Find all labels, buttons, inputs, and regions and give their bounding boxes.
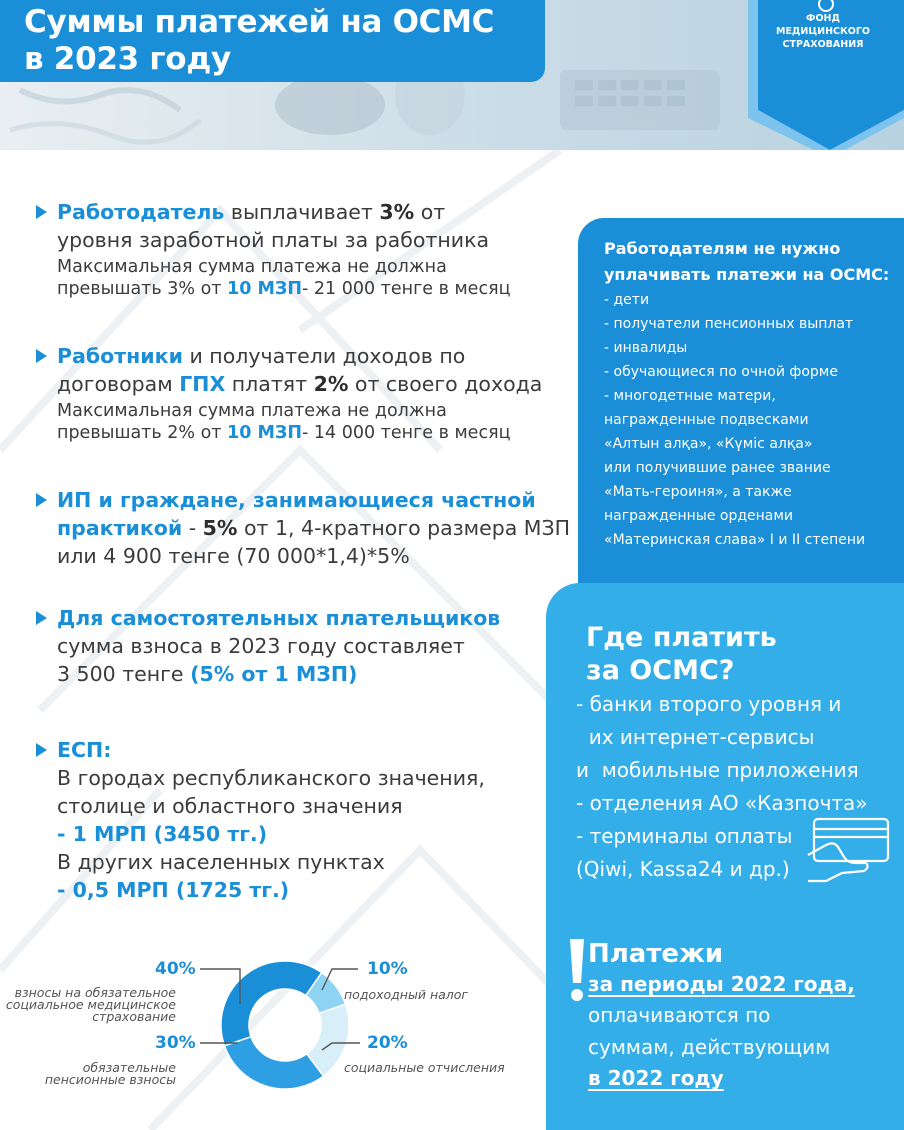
distribution-donut-chart (218, 958, 352, 1092)
esp-line2: столице и областного значения (57, 794, 403, 818)
title-box (0, 0, 545, 82)
fund-logo-line2: МЕДИЦИНСКОГО (775, 26, 870, 37)
where-item: (Qiwi, Kassa24 и др.) (576, 857, 790, 881)
exemptions-heading1: Работодателям не нужно (604, 239, 841, 258)
chart-value-label-30: 30% (155, 1033, 196, 1053)
where-to-pay-box (546, 583, 904, 1130)
exemption-item: или получившие ранее звание (604, 460, 831, 476)
where-item: и мобильные приложения (576, 758, 859, 782)
esp-title: ЕСП: (57, 738, 112, 762)
fund-logo-line1: ФОНД (806, 13, 840, 24)
employees-title: Работники (57, 344, 183, 368)
where-heading-line1: Где платить (586, 622, 777, 653)
exemptions-box (578, 218, 904, 586)
employer-title: Работодатель (57, 200, 225, 224)
chart-label-osms (6, 987, 176, 1023)
chart-label-pension-line2: пенсионные взносы (44, 1072, 176, 1087)
payment-card-hand-icon (804, 815, 894, 887)
chart-label-osms-line3: страхование (92, 1009, 176, 1024)
payments-note-line4: суммам, действующим (588, 1035, 831, 1059)
esp-value2: - 0,5 МРП (1725 тг.) (57, 878, 290, 902)
fund-logo-line3: СТРАХОВАНИЯ (782, 39, 864, 50)
chart-label-pension (45, 1062, 176, 1086)
where-item: - терминалы оплаты (576, 824, 793, 848)
exemption-item: награжденные подвесками (604, 412, 809, 428)
chart-label-osms-line1: взносы на обязательное (14, 985, 176, 1000)
exemption-item: - дети (604, 292, 650, 308)
exemption-item: - получатели пенсионных выплат (604, 316, 854, 332)
exemption-item: - обучающиеся по очной форме (604, 364, 838, 380)
donut-slice-osms (221, 961, 322, 1046)
exemption-item: «Материнская слава» I и II степени (604, 532, 866, 548)
donut-slice-pension (224, 1037, 323, 1089)
exemption-item: - инвалиды (604, 340, 688, 356)
where-item: - банки второго уровня и (576, 692, 842, 716)
chart-label-osms-line2: социальное медицинское (5, 997, 176, 1012)
bullet-triangle-icon (36, 493, 47, 507)
employees-max-line1: Максимальная сумма платежа не должна (57, 401, 447, 421)
ip-line3: или 4 900 тенге (70 000*1,4)*5% (57, 544, 410, 568)
employees-line2: договорам ГПХ платят 2% от своего дохода (57, 372, 543, 396)
page-title-line2: в 2023 году (24, 41, 231, 77)
bullet-triangle-icon (36, 611, 47, 625)
where-item: - отделения АО «Казпочта» (576, 791, 868, 815)
chart-value-label-10: 10% (367, 959, 408, 979)
self-payers-line3: 3 500 тенге (5% от 1 МЗП) (57, 662, 358, 686)
esp-line1: В городах республиканского значения, (57, 766, 485, 790)
bullet-triangle-icon (36, 205, 47, 219)
employer-max-line1: Максимальная сумма платежа не должна (57, 257, 447, 277)
esp-line4: В других населенных пунктах (57, 850, 385, 874)
where-heading-line2: за ОСМС? (586, 655, 735, 686)
exemption-item: «Мать-героиня», а также (604, 484, 792, 500)
payments-note-line2: за периоды 2022 года, (588, 972, 855, 996)
chart-value-label-40: 40% (155, 959, 196, 979)
fund-logo-text (758, 12, 888, 51)
employer-line2: уровня заработной платы за работника (57, 228, 490, 252)
bullet-triangle-icon (36, 349, 47, 363)
chart-label-tax: подоходный налог (344, 987, 468, 1002)
employer-rate: 3% (379, 200, 415, 224)
exemption-item: - многодетные матери, (604, 388, 776, 404)
chart-label-social: социальные отчисления (344, 1060, 505, 1075)
exclamation-icon (566, 939, 588, 1003)
payments-note-line5: в 2022 году (588, 1066, 724, 1090)
employees-line1: Работники и получатели доходов по (57, 344, 466, 368)
chart-value-label-20: 20% (367, 1033, 408, 1053)
exemption-item: «Алтын алқа», «Күміс алқа» (604, 436, 813, 452)
self-payers-line2: сумма взноса в 2023 году составляет (57, 634, 465, 658)
header-banner (0, 0, 904, 150)
bullet-triangle-icon (36, 743, 47, 757)
exemption-item: награжденные орденами (604, 508, 794, 524)
payments-note-line3: оплачиваются по (588, 1003, 771, 1027)
esp-value1: - 1 МРП (3450 тг.) (57, 822, 268, 846)
payments-note-title: Платежи (588, 939, 724, 969)
where-to-pay-heading (586, 621, 777, 687)
ip-line2: практикой - 5% от 1, 4-кратного размера МЗП (57, 516, 571, 540)
employer-max-line2: превышать 3% от 10 МЗП- 21 000 тенге в месяц (57, 279, 511, 299)
exemptions-heading2: уплачивать платежи на ОСМС: (604, 265, 890, 284)
employees-max-line2: превышать 2% от 10 МЗП- 14 000 тенге в месяц (57, 423, 511, 443)
ip-title-line1: ИП и граждане, занимающиеся частной (57, 488, 536, 512)
where-item: их интернет-сервисы (576, 725, 815, 749)
payments-note (588, 939, 855, 1093)
self-payers-title: Для самостоятельных плательщиков (57, 606, 501, 630)
page-title-line1: Суммы платежей на ОСМС (24, 4, 495, 40)
employer-line1: Работодатель выплачивает 3% от (57, 200, 446, 224)
chart-label-pension-line1: обязательные (82, 1060, 176, 1075)
